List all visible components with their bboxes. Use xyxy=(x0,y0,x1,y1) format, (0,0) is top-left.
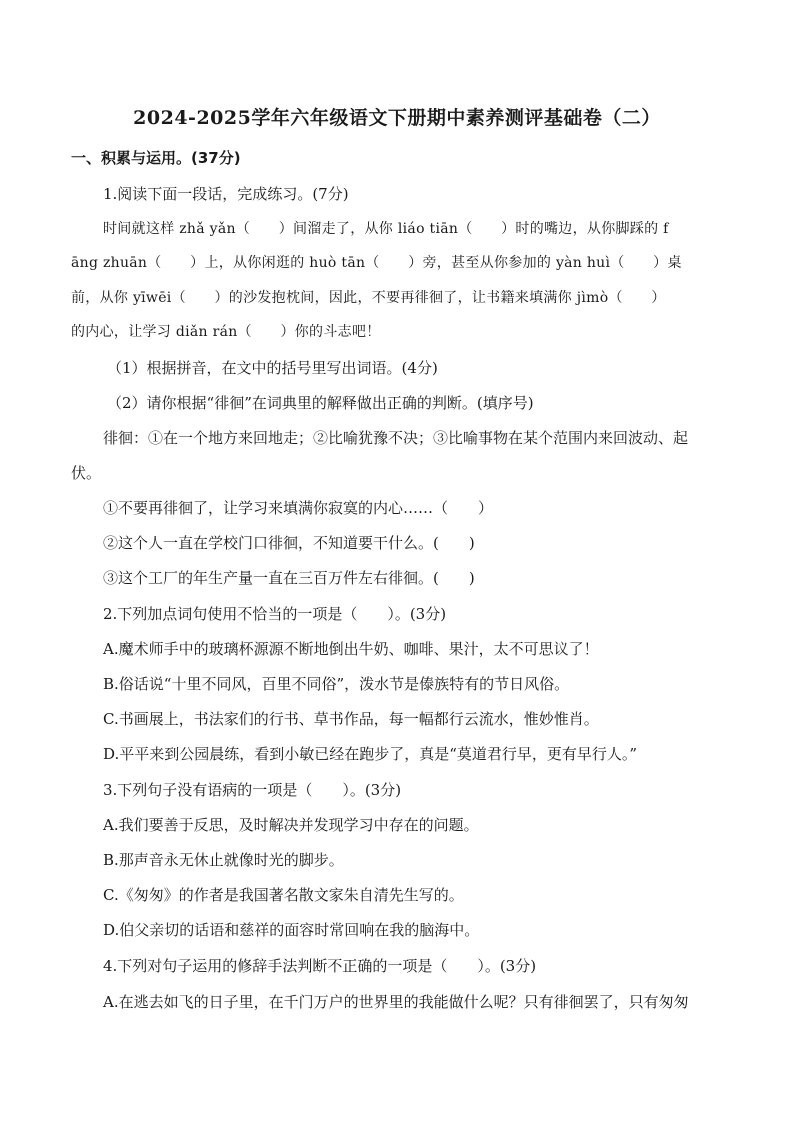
judgement-item-3: ③这个工厂的年生产量一直在三百万件左右徘徊。( ) xyxy=(103,569,475,587)
question-1-sub-1: （1）根据拼音，在文中的括号里写出词语。(4分) xyxy=(107,359,438,377)
question-1-stem: 1.阅读下面一段话，完成练习。(7分) xyxy=(103,185,349,203)
question-4-stem: 4.下列对句子运用的修辞手法判断不正确的一项是（ ）。(3分) xyxy=(103,957,537,975)
passage-line-4: 的内心，让学习 diǎn rán（ ）你的斗志吧！ xyxy=(71,324,381,340)
question-3-option-b: B.那声音永无休止就像时光的脚步。 xyxy=(103,851,344,869)
question-2-stem: 2.下列加点词句使用不恰当的一项是（ ）。(3分) xyxy=(103,605,447,623)
definition-line-2: 伏。 xyxy=(71,464,102,482)
definition-line-1: 徘徊：①在一个地方来回地走；②比喻犹豫不决；③比喻事物在某个范围内来回波动、起 xyxy=(103,429,689,447)
question-2-option-b: B.俗话说“十里不同风，百里不同俗”，泼水节是傣族特有的节日风俗。 xyxy=(103,675,570,693)
section-heading-1: 一、积累与运用。(37分) xyxy=(71,149,241,167)
question-4-option-a: A.在逃去如飞的日子里，在千门万户的世界里的我能做什么呢？只有徘徊罢了，只有匆匆 xyxy=(103,993,689,1011)
question-3-option-d: D.伯父亲切的话语和慈祥的面容时常回响在我的脑海中。 xyxy=(103,921,480,939)
question-2-option-c: C.书画展上，书法家们的行书、草书作品，每一幅都行云流水，惟妙惟肖。 xyxy=(103,710,599,728)
passage-line-3: 前，从你 yīwēi（ ）的沙发抱枕间，因此，不要再徘徊了，让书籍来填满你 jìmò（ ） xyxy=(71,290,666,306)
question-3-option-a: A.我们要善于反思，及时解决并发现学习中存在的问题。 xyxy=(103,816,479,834)
question-2-option-d: D.平平来到公园晨练，看到小敏已经在跑步了，真是“莫道君行早，更有早行人。” xyxy=(103,745,638,763)
passage-line-2: āng zhuān（ ）上，从你闲逛的 huò tān（ ）旁，甚至从你参加的 yàn huì（ ）桌 xyxy=(71,255,682,271)
judgement-item-2: ②这个人一直在学校门口徘徊，不知道要干什么。( ) xyxy=(103,534,475,552)
judgement-item-1: ①不要再徘徊了，让学习来填满你寂寞的内心……（ ） xyxy=(103,499,494,517)
question-3-stem: 3.下列句子没有语病的一项是（ ）。(3分) xyxy=(103,781,402,799)
passage-line-1: 时间就这样 zhǎ yǎn（ ）间溜走了，从你 liáo tiān（ ）时的嘴边，从你脚踩的 f xyxy=(103,221,669,237)
question-3-option-c: C.《匆匆》的作者是我国著名散文家朱自清先生写的。 xyxy=(103,886,464,904)
page-title: 2024-2025学年六年级语文下册期中素养测评基础卷（二） xyxy=(133,107,661,129)
question-2-option-a: A.魔术师手中的玻璃杯源源不断地倒出牛奶、咖啡、果汁，太不可思议了！ xyxy=(103,640,599,658)
question-1-sub-2: （2）请你根据“徘徊”在词典里的解释做出正确的判断。(填序号) xyxy=(107,394,534,412)
